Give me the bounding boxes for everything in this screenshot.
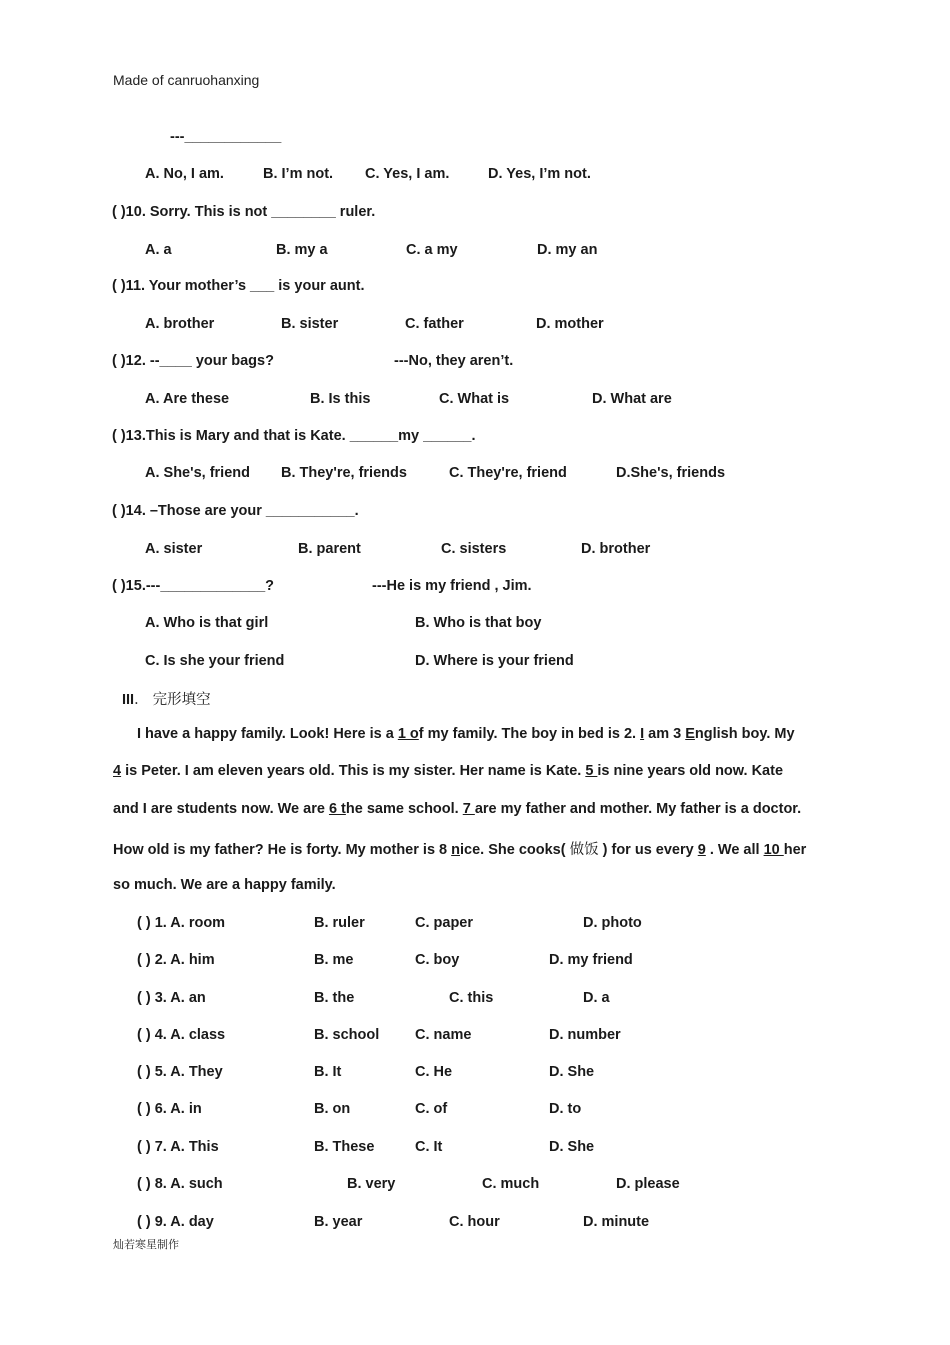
option-b: B. me [314, 952, 354, 968]
option-b: B. ruler [314, 915, 365, 931]
option-c: C. of [415, 1101, 448, 1117]
q9-answer-line: ---____________ [170, 129, 282, 145]
question-15-stem: ( )15.---_____________? [112, 578, 275, 594]
option-b: B. parent [298, 541, 361, 557]
question-10-stem: ( )10. Sorry. This is not ________ ruler. [112, 204, 376, 220]
option-c: C. boy [415, 952, 460, 968]
option-d: D. number [549, 1027, 621, 1043]
option-b: B. Is this [310, 391, 371, 407]
blank-3: E [685, 726, 695, 742]
option-b: B. on [314, 1101, 351, 1117]
option-d: D. photo [583, 915, 642, 931]
option-a: A. sister [145, 541, 203, 557]
option-d: D. to [549, 1101, 582, 1117]
option-b: B. These [314, 1139, 375, 1155]
option-a: A. brother [145, 316, 215, 332]
blank-7: 7 [462, 801, 475, 817]
option-c: C. He [415, 1064, 453, 1080]
passage-text: is Peter. I am eleven years old. This is my sister. Her name is Kate. [121, 763, 586, 779]
section-heading [122, 688, 211, 709]
option-c: C. this [449, 990, 494, 1006]
passage-text: . We all [705, 842, 764, 858]
option-c: C. It [415, 1139, 443, 1155]
passage-text: I have a happy family. Look! Here is a [137, 726, 398, 742]
blank-9: 9 [697, 842, 706, 858]
blank-1: 1 o [397, 726, 419, 742]
option-d: D. brother [581, 541, 651, 557]
passage-text: How old is my father? He is forty. My mother is 8 [113, 842, 452, 858]
question-13-stem: ( )13.This is Mary and that is Kate. ______my ______. [112, 428, 476, 444]
passage-line-1 [137, 726, 795, 742]
option-c: C. They're, friend [449, 465, 567, 481]
cloze-stem: ( ) 7. A. This [137, 1139, 219, 1155]
option-a: A. She's, friend [145, 465, 250, 481]
option-b: B. year [314, 1214, 363, 1230]
option-c: C. much [482, 1176, 540, 1192]
option-a: A. a [145, 242, 172, 258]
question-11-stem: ( )11. Your mother’s ___ is your aunt. [112, 278, 365, 294]
passage-line-3 [113, 801, 801, 817]
page-header: Made of canruohanxing [113, 72, 260, 88]
cloze-stem: ( ) 8. A. such [137, 1176, 223, 1192]
question-15-response: ---He is my friend , Jim. [372, 578, 532, 594]
option-d: D. minute [583, 1214, 650, 1230]
page-footer: 灿若寒星制作 [113, 1238, 179, 1251]
option-c: C. a my [406, 242, 458, 258]
passage-line-2 [113, 763, 783, 779]
option-d: D. Where is your friend [415, 653, 574, 669]
passage-text: her [783, 842, 807, 858]
passage-text: he same school. [345, 801, 463, 817]
section-number: III [122, 692, 135, 708]
passage-text: f my family. The boy in bed is 2. [418, 726, 641, 742]
blank-5: 5 [585, 763, 598, 779]
option-d: D. What are [592, 391, 672, 407]
option-b: B. school [314, 1027, 380, 1043]
passage-text: ) for us every [598, 842, 698, 858]
option-b: B. the [314, 990, 355, 1006]
option-c: C. hour [449, 1214, 500, 1230]
cloze-stem: ( ) 6. A. in [137, 1101, 202, 1117]
blank-10: 10 [763, 842, 784, 858]
option-b: B. very [347, 1176, 396, 1192]
cloze-stem: ( ) 9. A. day [137, 1214, 214, 1230]
option-c: C. sisters [441, 541, 507, 557]
question-14-stem: ( )14. –Those are your ___________. [112, 503, 359, 519]
option-c: C. Is she your friend [145, 653, 285, 669]
option-d: D. please [616, 1176, 680, 1192]
option-b: B. They're, friends [281, 465, 407, 481]
option-a: A. No, I am. [145, 166, 224, 182]
passage-gloss: 做饭 [569, 842, 599, 858]
option-b: B. my a [276, 242, 328, 258]
cloze-stem: ( ) 3. A. an [137, 990, 206, 1006]
option-a: A. Are these [145, 391, 230, 407]
passage-text: is nine years old now. Kate [597, 763, 784, 779]
cloze-stem: ( ) 2. A. him [137, 952, 215, 968]
blank-4: 4 [113, 763, 122, 779]
question-12-stem: ( )12. --____ your bags? [112, 353, 274, 369]
blank-8: n [451, 842, 460, 858]
passage-text: are my father and mother. My father is a doctor. [474, 801, 802, 817]
option-b: B. Who is that boy [415, 615, 542, 631]
passage-text: am 3 [644, 726, 686, 742]
option-d: D. She [549, 1139, 595, 1155]
passage-text: nglish boy. My [694, 726, 795, 742]
passage-line-4 [113, 838, 806, 859]
option-b: B. It [314, 1064, 342, 1080]
cloze-stem: ( ) 5. A. They [137, 1064, 223, 1080]
option-b: B. I’m not. [263, 166, 334, 182]
option-d: D. Yes, I’m not. [488, 166, 591, 182]
cloze-stem: ( ) 1. A. room [137, 915, 226, 931]
option-d: D.She's, friends [616, 465, 726, 481]
blank-2: I [640, 726, 645, 742]
option-c: C. name [415, 1027, 472, 1043]
option-d: D. my an [537, 242, 598, 258]
cloze-stem: ( ) 4. A. class [137, 1027, 226, 1043]
option-c: C. What is [439, 391, 510, 407]
passage-line-5: so much. We are a happy family. [113, 877, 336, 893]
option-c: C. Yes, I am. [365, 166, 450, 182]
section-separator: ． [134, 692, 149, 708]
option-d: D. a [583, 990, 610, 1006]
option-a: A. Who is that girl [145, 615, 269, 631]
option-d: D. mother [536, 316, 604, 332]
option-c: C. paper [415, 915, 474, 931]
passage-text: ice. She cooks( [460, 842, 570, 858]
option-c: C. father [405, 316, 464, 332]
option-d: D. She [549, 1064, 595, 1080]
option-d: D. my friend [549, 952, 633, 968]
question-12-response: ---No, they aren’t. [394, 353, 514, 369]
option-b: B. sister [281, 316, 339, 332]
passage-text: and I are students now. We are [113, 801, 329, 817]
blank-6: 6 t [328, 801, 346, 817]
section-title: 完形填空 [152, 692, 211, 708]
